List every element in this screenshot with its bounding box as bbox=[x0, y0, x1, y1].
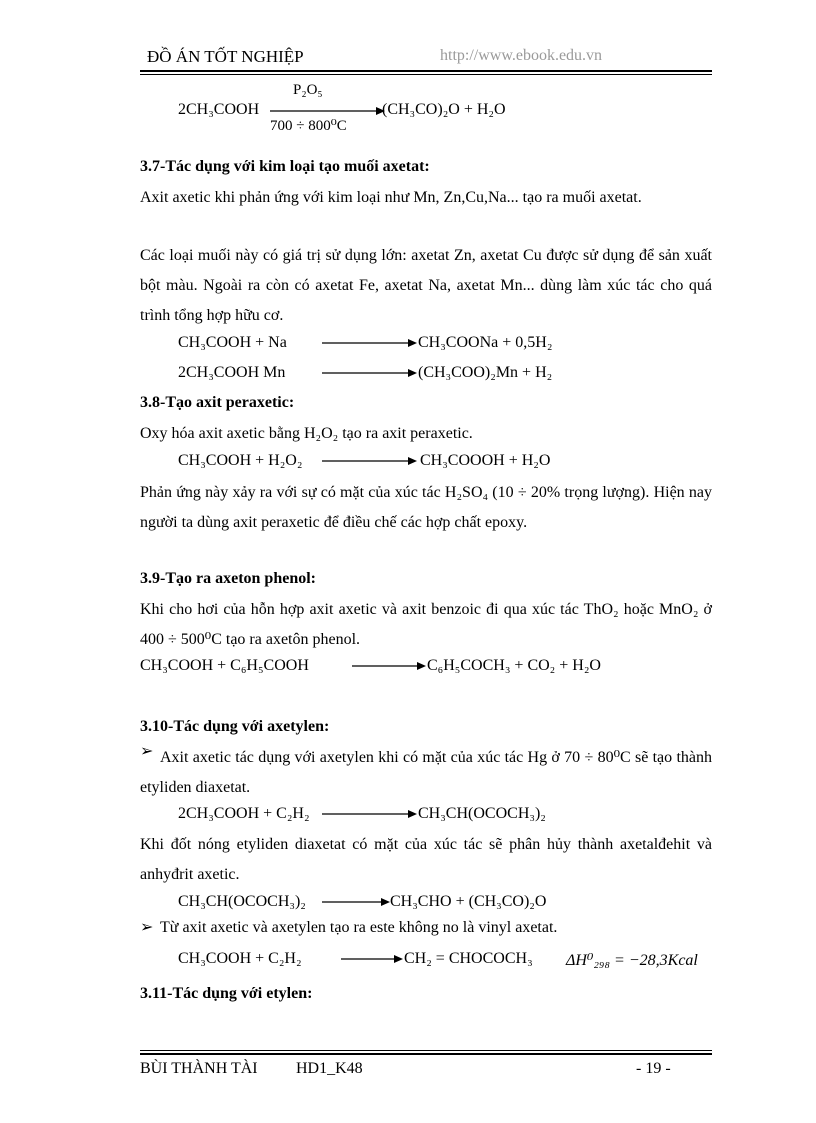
s39-paragraph-1: Khi cho hơi của hỗn hợp axit axetic và axit benzoic đi qua xúc tác ThO₂ hoặc MnO₂ ở 400 ÷ 500⁰C tạo ra axetôn phenol. bbox=[140, 601, 712, 648]
s310-eq3-enthalpy: ΔH⁰₂₉₈ = −28,3Kcal bbox=[566, 952, 698, 969]
eq-p2o5-below: 700 ÷ 800⁰C bbox=[270, 118, 347, 134]
heading-3-7: 3.7-Tác dụng với kim loại tạo muối axetat: bbox=[140, 158, 430, 175]
s310-eq2-rhs: CH₃CHO + (CH₃CO)₂O bbox=[390, 893, 547, 910]
s39-eq-arrow bbox=[352, 661, 426, 671]
footer-class: HD1_K48 bbox=[296, 1060, 363, 1077]
s38-eq-arrow bbox=[322, 456, 417, 466]
s37-eq2-arrow bbox=[322, 368, 417, 378]
eq-p2o5-above: P₂O₅ bbox=[293, 82, 323, 98]
s37-paragraph-2: Các loại muối này có giá trị sử dụng lớn: axetat Zn, axetat Cu được sử dụng để sản xuất bột màu. Ngoài ra còn có axetat Fe, axetat Na, axetat Mn... dùng làm xúc tác cho quá trình tổng hợp hữu cơ. bbox=[140, 247, 712, 324]
s310-eq1-lhs: 2CH₃COOH + C₂H₂ bbox=[178, 805, 310, 822]
s38-paragraph-2: Phản ứng này xảy ra với sự có mặt của xúc tác H₂SO₄ (10 ÷ 20% trọng lượng). Hiện nay người ta dùng axit peraxetic để điều chế các hợp chất epoxy. bbox=[140, 484, 712, 531]
s38-paragraph-1: Oxy hóa axit axetic bằng H₂O₂ tạo ra axit peraxetic. bbox=[140, 425, 473, 442]
bullet-arrow-icon: ➢ bbox=[140, 919, 154, 936]
bullet-arrow-icon: ➢ bbox=[140, 743, 154, 760]
header-title: ĐỒ ÁN TỐT NGHIỆP bbox=[147, 47, 304, 66]
footer-rule-thin bbox=[140, 1050, 712, 1051]
s39-eq-lhs: CH₃COOH + C₆H₅COOH bbox=[140, 657, 309, 674]
s37-eq2-rhs: (CH₃COO)₂Mn + H₂ bbox=[418, 364, 553, 381]
s37-eq2-lhs: 2CH₃COOH Mn bbox=[178, 364, 286, 381]
s310-eq1-rhs: CH₃CH(OCOCH₃)₂ bbox=[418, 805, 546, 822]
s310-eq2-arrow bbox=[322, 897, 390, 907]
eq-p2o5-lhs: 2CH₃COOH bbox=[178, 101, 260, 118]
footer-author: BÙI THÀNH TÀI bbox=[140, 1060, 258, 1077]
heading-3-10: 3.10-Tác dụng với axetylen: bbox=[140, 718, 330, 735]
s310-bullet-2: Từ axit axetic và axetylen tạo ra este không no là vinyl axetat. bbox=[160, 919, 558, 936]
s37-eq1-arrow bbox=[322, 338, 417, 348]
footer-rule-thick bbox=[140, 1053, 712, 1055]
eq-p2o5-arrow bbox=[270, 106, 385, 116]
eq-p2o5-rhs: (CH₃CO)₂O + H₂O bbox=[382, 101, 506, 118]
header-rule-thick bbox=[140, 70, 712, 72]
s310-eq2-lhs: CH₃CH(OCOCH₃)₂ bbox=[178, 893, 306, 910]
s38-eq-rhs: CH₃COOOH + H₂O bbox=[420, 452, 551, 469]
s37-paragraph-1: Axit axetic khi phản ứng với kim loại như Mn, Zn,Cu,Na... tạo ra muối axetat. bbox=[140, 189, 642, 206]
heading-3-8: 3.8-Tạo axit peraxetic: bbox=[140, 394, 295, 411]
s310-paragraph-2: Khi đốt nóng etyliden diaxetat có mặt của xúc tác sẽ phân hủy thành axetalđehit và anhyđrit axetic. bbox=[140, 836, 712, 883]
s39-eq-rhs: C₆H₅COCH₃ + CO₂ + H₂O bbox=[427, 657, 601, 674]
heading-3-9: 3.9-Tạo ra axeton phenol: bbox=[140, 570, 316, 587]
s38-eq-lhs: CH₃COOH + H₂O₂ bbox=[178, 452, 303, 469]
s37-eq1-rhs: CH₃COONa + 0,5H₂ bbox=[418, 334, 553, 351]
s310-eq3-arrow bbox=[341, 954, 403, 964]
s310-eq3-rhs: CH₂ = CHOCOCH₃ bbox=[404, 950, 533, 967]
s310-bullet-1: Axit axetic tác dụng với axetylen khi có mặt của xúc tác Hg ở 70 ÷ 80⁰C sẽ tạo thành etyliden diaxetat. bbox=[140, 749, 712, 796]
s37-eq1-lhs: CH₃COOH + Na bbox=[178, 334, 287, 351]
header-url[interactable]: http://www.ebook.edu.vn bbox=[440, 47, 603, 64]
s310-eq3-lhs: CH₃COOH + C₂H₂ bbox=[178, 950, 302, 967]
heading-3-11: 3.11-Tác dụng với etylen: bbox=[140, 985, 313, 1002]
header-rule-thin bbox=[140, 74, 712, 75]
s310-eq1-arrow bbox=[322, 809, 417, 819]
footer-page-number: - 19 - bbox=[636, 1060, 671, 1077]
